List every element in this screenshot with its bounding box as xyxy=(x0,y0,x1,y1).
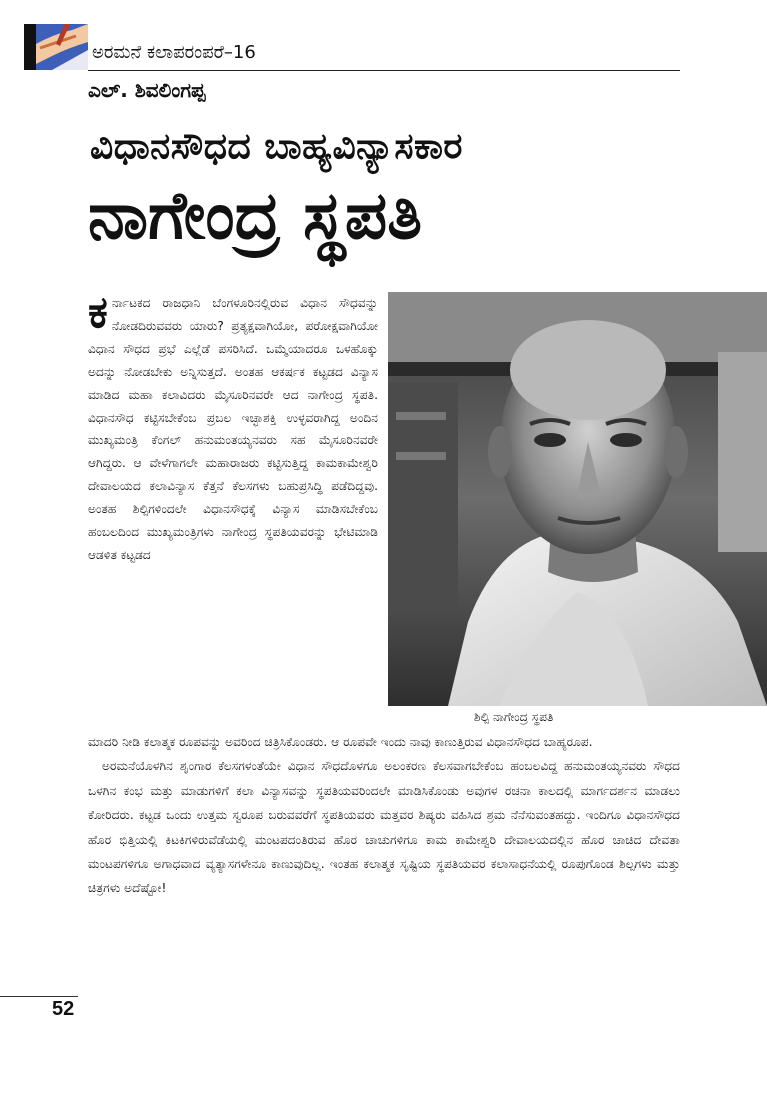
paragraph-two: ಅರಮನೆಯೊಳಗಿನ ಶೃಂಗಾರ ಕೆಲಸಗಳಂತೆಯೇ ವಿಧಾನ ಸೌಧದೊಳಗೂ ಅಲಂಕರಣ ಕೆಲಸವಾಗಬೇಕೆಂಬ ಹಂಬಲವಿದ್ದ ಹನುಮಂತಯ್ಯನವರು ಸೌಧದ ಒಳಗಿನ ಕಂಭ ಮತ್ತು ಮಾಡುಗಳಿಗೆ ಕಲಾ ವಿನ್ಯಾಸವನ್ನು ಸ್ಥಪತಿಯವರಿಂದಲೇ ಮಾಡಿಸಿಕೊಂಡು ಅವುಗಳ ರಚನಾ ಕಾಲದಲ್ಲಿ ಮಾರ್ಗದರ್ಶನ ಮಾಡಲು ಕೋರಿದರು. ಕಟ್ಟಡ ಒಂದು ಉತ್ತಮ ಸ್ವರೂಪ ಬರುವವರೆಗೆ ಸ್ಥಪತಿಯವರು ಮತ್ತವರ ಶಿಷ್ಯರು ವಹಿಸಿದ ಶ್ರಮ ನೆನೆಸುವಂತಹದ್ದು. ಇಂದಿಗೂ ವಿಧಾನಸೌಧದ ಹೊರ ಭಿತ್ತಿಯಲ್ಲಿ ಕಿಟಕಿಗಳಿರುವೆಡೆಯಲ್ಲಿ ಮಂಟಪದಂತಿರುವ ಹೊರ ಚಾಚುಗಳಿಗೂ ಕಾಮ ಕಾಮೇಶ್ವರಿ ದೇವಾಲಯದಲ್ಲಿನ ಹೊರ ಚಾಚಿದ ದೇವತಾ ಮಂಟಪಗಳಿಗೂ ಅಗಾಧವಾದ ವ್ಯತ್ಯಾಸಗಳೇನೂ ಕಾಣುವುದಿಲ್ಲ. ಇಂತಹ ಕಲಾತ್ಮಕ ಸೃಷ್ಟಿಯ ಸ್ಥಪತಿಯವರ ಕಲಾಸಾಧನೆಯಲ್ಲಿ ರೂಪುಗೊಂಡ ಶಿಲ್ಪಗಳು ಮತ್ತು ಚಿತ್ರಗಳು ಅದೆಷ್ಟೋ! xyxy=(88,759,680,896)
portrait-photo xyxy=(388,292,767,706)
series-title: ಅರಮನೆ ಕಲಾಪರಂಪರೆ–16 xyxy=(92,42,256,63)
footer-divider xyxy=(0,996,78,997)
drop-cap: ಕ xyxy=(88,287,108,338)
article-column-text xyxy=(88,287,378,567)
paragraph-continuation: ಮಾದರಿ ನೀಡಿ ಕಲಾತ್ಮಕ ರೂಪವನ್ನು ಅವರಿಂದ ಚಿತ್ರಿಸಿಕೊಂಡರು. ಆ ರೂಪವೇ ಇಂದು ನಾವು ಕಾಣುತ್ತಿರುವ ವಿಧಾನಸೌಧದ ಬಾಹ್ಯರೂಪ. xyxy=(88,735,593,749)
page-number: 52 xyxy=(52,998,75,1020)
article-subtitle: ವಿಧಾನಸೌಧದ ಬಾಹ್ಯವಿನ್ಯಾಸಕಾರ xyxy=(90,126,463,167)
article-body-full-width xyxy=(88,730,680,901)
writing-hand-icon xyxy=(24,24,88,70)
header-divider xyxy=(88,70,680,71)
article-title: ನಾಗೇಂದ್ರ ಸ್ಥಪತಿ xyxy=(88,177,423,254)
author-name: ಎಲ್. ಶಿವಲಿಂಗಪ್ಪ xyxy=(88,78,206,102)
photo-caption: ಶಿಲ್ಪಿ ನಾಗೇಂದ್ರ ಸ್ಥಪತಿ xyxy=(474,710,554,724)
column-paragraph: ರ್ನಾಟಕದ ರಾಜಧಾನಿ ಬೆಂಗಳೂರಿನಲ್ಲಿರುವ ವಿಧಾನ ಸೌಧವನ್ನು ನೋಡದಿರುವವರು ಯಾರು? ಪ್ರತ್ಯಕ್ಷವಾಗಿಯೋ, ಪರೋಕ್ಷವಾಗಿಯೋ ವಿಧಾನ ಸೌಧದ ಪ್ರಭೆ ಎಲ್ಲೆಡೆ ಪಸರಿಸಿದೆ. ಒಮ್ಮೆಯಾದರೂ ಒಳಹೊಕ್ಕು ಅದನ್ನು ನೋಡಬೇಕು ಅನ್ನಿಸುತ್ತದೆ. ಅಂತಹ ಆಕರ್ಷಕ ಕಟ್ಟಡದ ವಿನ್ಯಾಸ ಮಾಡಿದ ಮಹಾ ಕಲಾವಿದರು ಮೈಸೂರಿನವರೇ ಆದ ನಾಗೇಂದ್ರ ಸ್ಥಪತಿ. ವಿಧಾನಸೌಧ ಕಟ್ಟಿಸಬೇಕೆಂಬ ಪ್ರಬಲ ಇಚ್ಛಾಶಕ್ತಿ ಉಳ್ಳವರಾಗಿದ್ದ ಅಂದಿನ ಮುಖ್ಯಮಂತ್ರಿ ಕೆಂಗಲ್ ಹನುಮಂತಯ್ಯನವರು ಸಹ ಮೈಸೂರಿನವರೇ ಆಗಿದ್ದರು. ಆ ವೇಳೆಗಾಗಲೇ ಮಹಾರಾಜರು ಕಟ್ಟಿಸುತ್ತಿದ್ದ ಕಾಮಕಾಮೇಶ್ವರಿ ದೇವಾಲಯದ ಕಲಾವಿನ್ಯಾಸ ಕೆತ್ತನೆ ಕೆಲಸಗಳು ಬಹುಪ್ರಸಿದ್ಧಿ ಪಡೆದಿದ್ದವು. ಅಂತಹ ಶಿಲ್ಪಿಗಳಿಂದಲೇ ವಿಧಾನಸೌಧಕ್ಕೆ ವಿನ್ಯಾಸ ಮಾಡಿಸಬೇಕೆಂಬ ಹಂಬಲದಿಂದ ಮುಖ್ಯಮಂತ್ರಿಗಳು ನಾಗೇಂದ್ರ ಸ್ಥಪತಿಯವರನ್ನು ಭೇಟಿಮಾಡಿ ಆಡಳಿತ ಕಟ್ಟಡದ xyxy=(88,296,378,562)
